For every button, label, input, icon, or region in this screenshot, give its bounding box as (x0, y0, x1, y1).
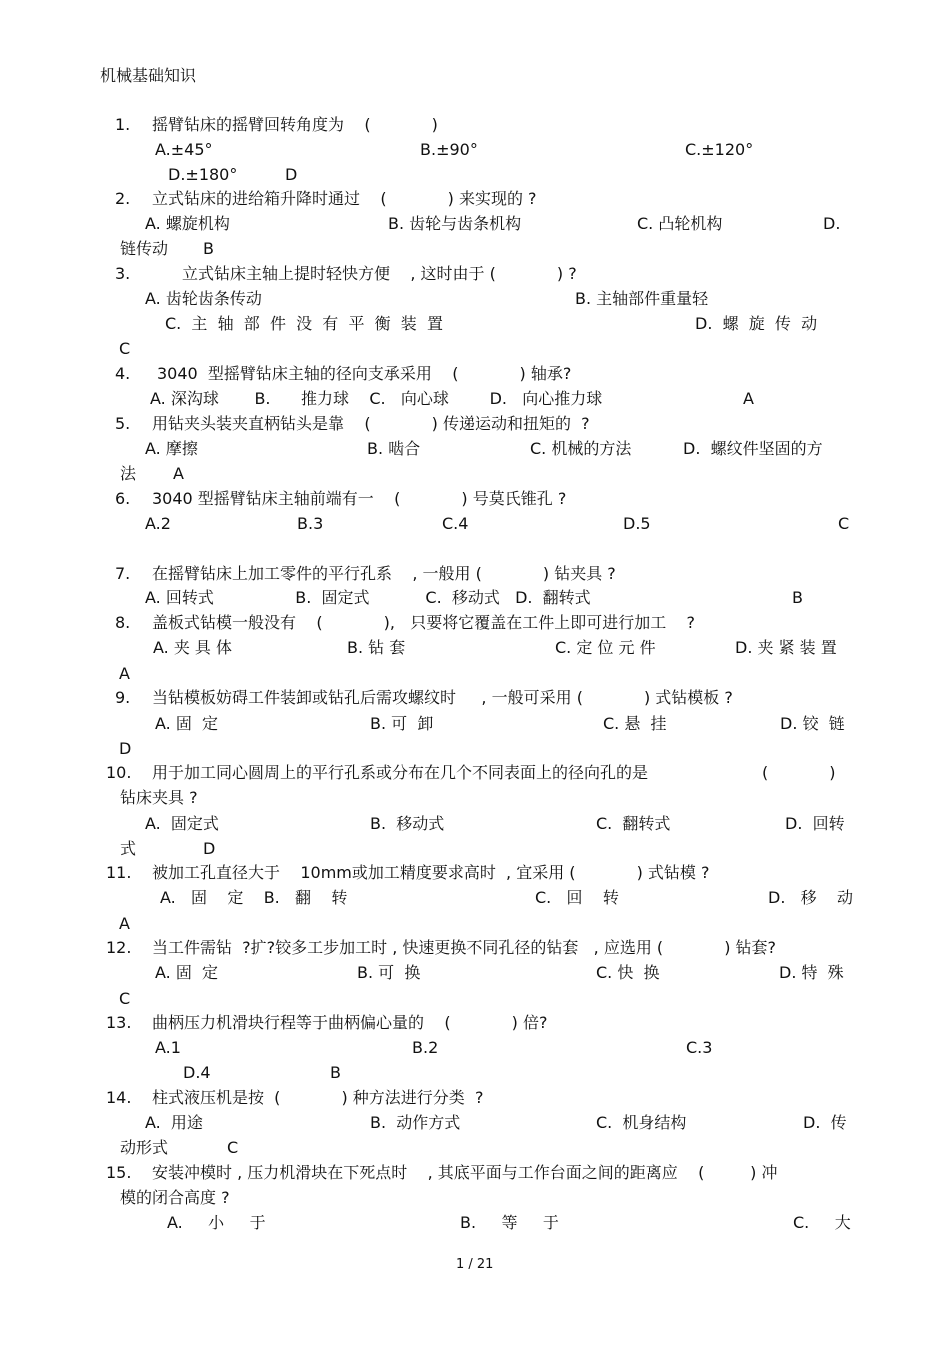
answer: D (203, 839, 216, 858)
option-d: D. 铰 链 (780, 714, 845, 733)
question-text: 当工件需钻 ?扩?铰多工步加工时 , 快速更换不同孔径的钻套 , 应选用 ( ) 钻套? (152, 938, 777, 957)
option-a: A. 齿轮齿条传动 (145, 289, 262, 308)
question-number: 11. (106, 863, 132, 882)
answer-blank: ( ) (762, 763, 836, 782)
option-a: A. 摩擦 (145, 439, 198, 458)
option-b: B.±90° (420, 140, 478, 159)
question-number: 8. (115, 613, 131, 632)
answer: C (838, 514, 850, 533)
question-number: 1. (115, 115, 131, 134)
question-text: 3040 型摇臂钻床主轴的径向支承采用 ( ) 轴承? (157, 364, 572, 383)
question-number: 2. (115, 189, 131, 208)
option-b: B.3 (297, 514, 324, 533)
question-text: 曲柄压力机滑块行程等于曲柄偏心量的 ( ) 倍? (152, 1013, 548, 1032)
question-number: 13. (106, 1013, 132, 1032)
option-c: C.4 (442, 514, 469, 533)
question-text: 安装冲模时 , 压力机滑块在下死点时 , 其底平面与工作台面之间的距离应 ( ) 冲 (152, 1163, 778, 1182)
option-a: A. 用途 (145, 1113, 203, 1132)
option-b: B. 可 换 (357, 963, 421, 982)
option-a: A. 固定式 (145, 814, 219, 833)
question-text: 摇臂钻床的摇臂回转角度为 ( ) (152, 115, 438, 134)
option-d: D. 移 动 (768, 888, 854, 907)
question-number: 10. (106, 763, 132, 782)
option-a: A.1 (155, 1038, 181, 1057)
question-text: 用钻夹头装夹直柄钻头是靠 ( ) 传递运动和扭矩的 ? (152, 414, 590, 433)
answer: A (743, 389, 754, 408)
question-text: 立式钻床的进给箱升降时通过 ( ) 来实现的 ? (152, 189, 537, 208)
option-b: B. 移动式 (370, 814, 445, 833)
answer: A (119, 914, 130, 933)
answer: B (330, 1063, 341, 1082)
option-b: B. 动作方式 (370, 1113, 461, 1132)
option-c: C.±120° (685, 140, 754, 159)
option-d: D. 夹 紧 装 置 (735, 638, 837, 657)
option-d: D.4 (183, 1063, 211, 1082)
question-text: 在摇臂钻床上加工零件的平行孔系 , 一般用 ( ) 钻夹具 ? (152, 564, 616, 583)
option-a: A. 固 定 (155, 963, 219, 982)
option-c: C.3 (686, 1038, 713, 1057)
answer: C (119, 339, 131, 358)
question-text: 用于加工同心圆周上的平行孔系或分布在几个不同表面上的径向孔的是 (152, 763, 649, 782)
question-number: 6. (115, 489, 131, 508)
option-b: B. 主轴部件重量轻 (575, 289, 709, 308)
option-d: D. 螺纹件坚固的方 (683, 439, 823, 458)
option-d: D. 特 殊 (779, 963, 844, 982)
option-b: B. 钻 套 (347, 638, 406, 657)
options-line: A. 深沟球 B. 推力球 C. 向心球 D. 向心推力球 (150, 389, 603, 408)
option-d: D. 传 (803, 1113, 847, 1132)
option-c: C. 机械的方法 (530, 439, 632, 458)
option-d-text: 链传动 (120, 239, 169, 258)
option-c: C. 快 换 (596, 963, 660, 982)
page-number: 1 / 21 (456, 1257, 494, 1272)
option-c: C. 悬 挂 (603, 714, 667, 733)
answer: C (227, 1138, 239, 1157)
question-number: 15. (106, 1163, 132, 1182)
answer: C (119, 989, 131, 1008)
question-text: 当钻模板妨碍工件装卸或钻孔后需攻螺纹时 , 一般可采用 ( ) 式钻模板 ? (152, 688, 733, 707)
option-a: A.2 (145, 514, 171, 533)
option-c: C. 主 轴 部 件 没 有 平 衡 装 置 (165, 314, 443, 333)
option-c: C. 大 (793, 1213, 851, 1232)
option-d: D. 回转 (785, 814, 845, 833)
option-a-b: A. 固 定 B. 翻 转 (160, 888, 348, 907)
option-d-cont: 动形式 (120, 1138, 169, 1157)
option-b: B. 可 卸 (370, 714, 434, 733)
answer: A (173, 464, 184, 483)
option-c: C. 凸轮机构 (637, 214, 723, 233)
option-c: C. 机身结构 (596, 1113, 687, 1132)
answer: D (119, 739, 132, 758)
option-a: A. 螺旋机构 (145, 214, 230, 233)
option-c: C. 翻转式 (596, 814, 671, 833)
answer: D (285, 165, 298, 184)
option-d: D. 螺 旋 传 动 (695, 314, 818, 333)
answer: B (203, 239, 214, 258)
option-d-label: D. (823, 214, 841, 233)
option-a: A. 小 于 (167, 1213, 266, 1232)
option-b: B. 等 于 (460, 1213, 559, 1232)
option-c: C. 回 转 (535, 888, 619, 907)
question-number: 9. (115, 688, 131, 707)
question-number: 12. (106, 938, 132, 957)
option-d-cont: 式 (120, 839, 137, 858)
answer: B (792, 588, 803, 607)
question-text: 柱式液压机是按 ( ) 种方法进行分类 ? (152, 1088, 484, 1107)
question-number: 3. (115, 264, 131, 283)
answer: A (119, 664, 130, 683)
option-d: D.5 (623, 514, 651, 533)
question-text: 3040 型摇臂钻床主轴前端有一 ( ) 号莫氏锥孔 ? (152, 489, 567, 508)
question-number: 14. (106, 1088, 132, 1107)
question-text: 立式钻床主轴上提时轻快方便 , 这时由于 ( ) ? (182, 264, 577, 283)
question-text: 盖板式钻模一般没有 ( ), 只要将它覆盖在工件上即可进行加工 ? (152, 613, 696, 632)
question-text-cont: 钻床夹具 ? (120, 788, 198, 807)
document-title: 机械基础知识 (100, 66, 197, 85)
option-c: C. 定 位 元 件 (555, 638, 656, 657)
question-text: 被加工孔直径大于 10mm或加工精度要求高时 , 宜采用 ( ) 式钻模 ? (152, 863, 710, 882)
option-d: D.±180° (168, 165, 238, 184)
question-number: 7. (115, 564, 131, 583)
question-number: 4. (115, 364, 131, 383)
option-a: A. 夹 具 体 (153, 638, 233, 657)
question-text-cont: 模的闭合高度 ? (120, 1188, 230, 1207)
option-b: B.2 (412, 1038, 439, 1057)
option-a: A. 固 定 (155, 714, 219, 733)
option-a: A.±45° (155, 140, 213, 159)
option-b: B. 齿轮与齿条机构 (388, 214, 522, 233)
options-line: A. 回转式 B. 固定式 C. 移动式 D. 翻转式 (145, 588, 591, 607)
question-number: 5. (115, 414, 131, 433)
option-b: B. 啮合 (367, 439, 421, 458)
option-d-cont: 法 (120, 464, 137, 483)
